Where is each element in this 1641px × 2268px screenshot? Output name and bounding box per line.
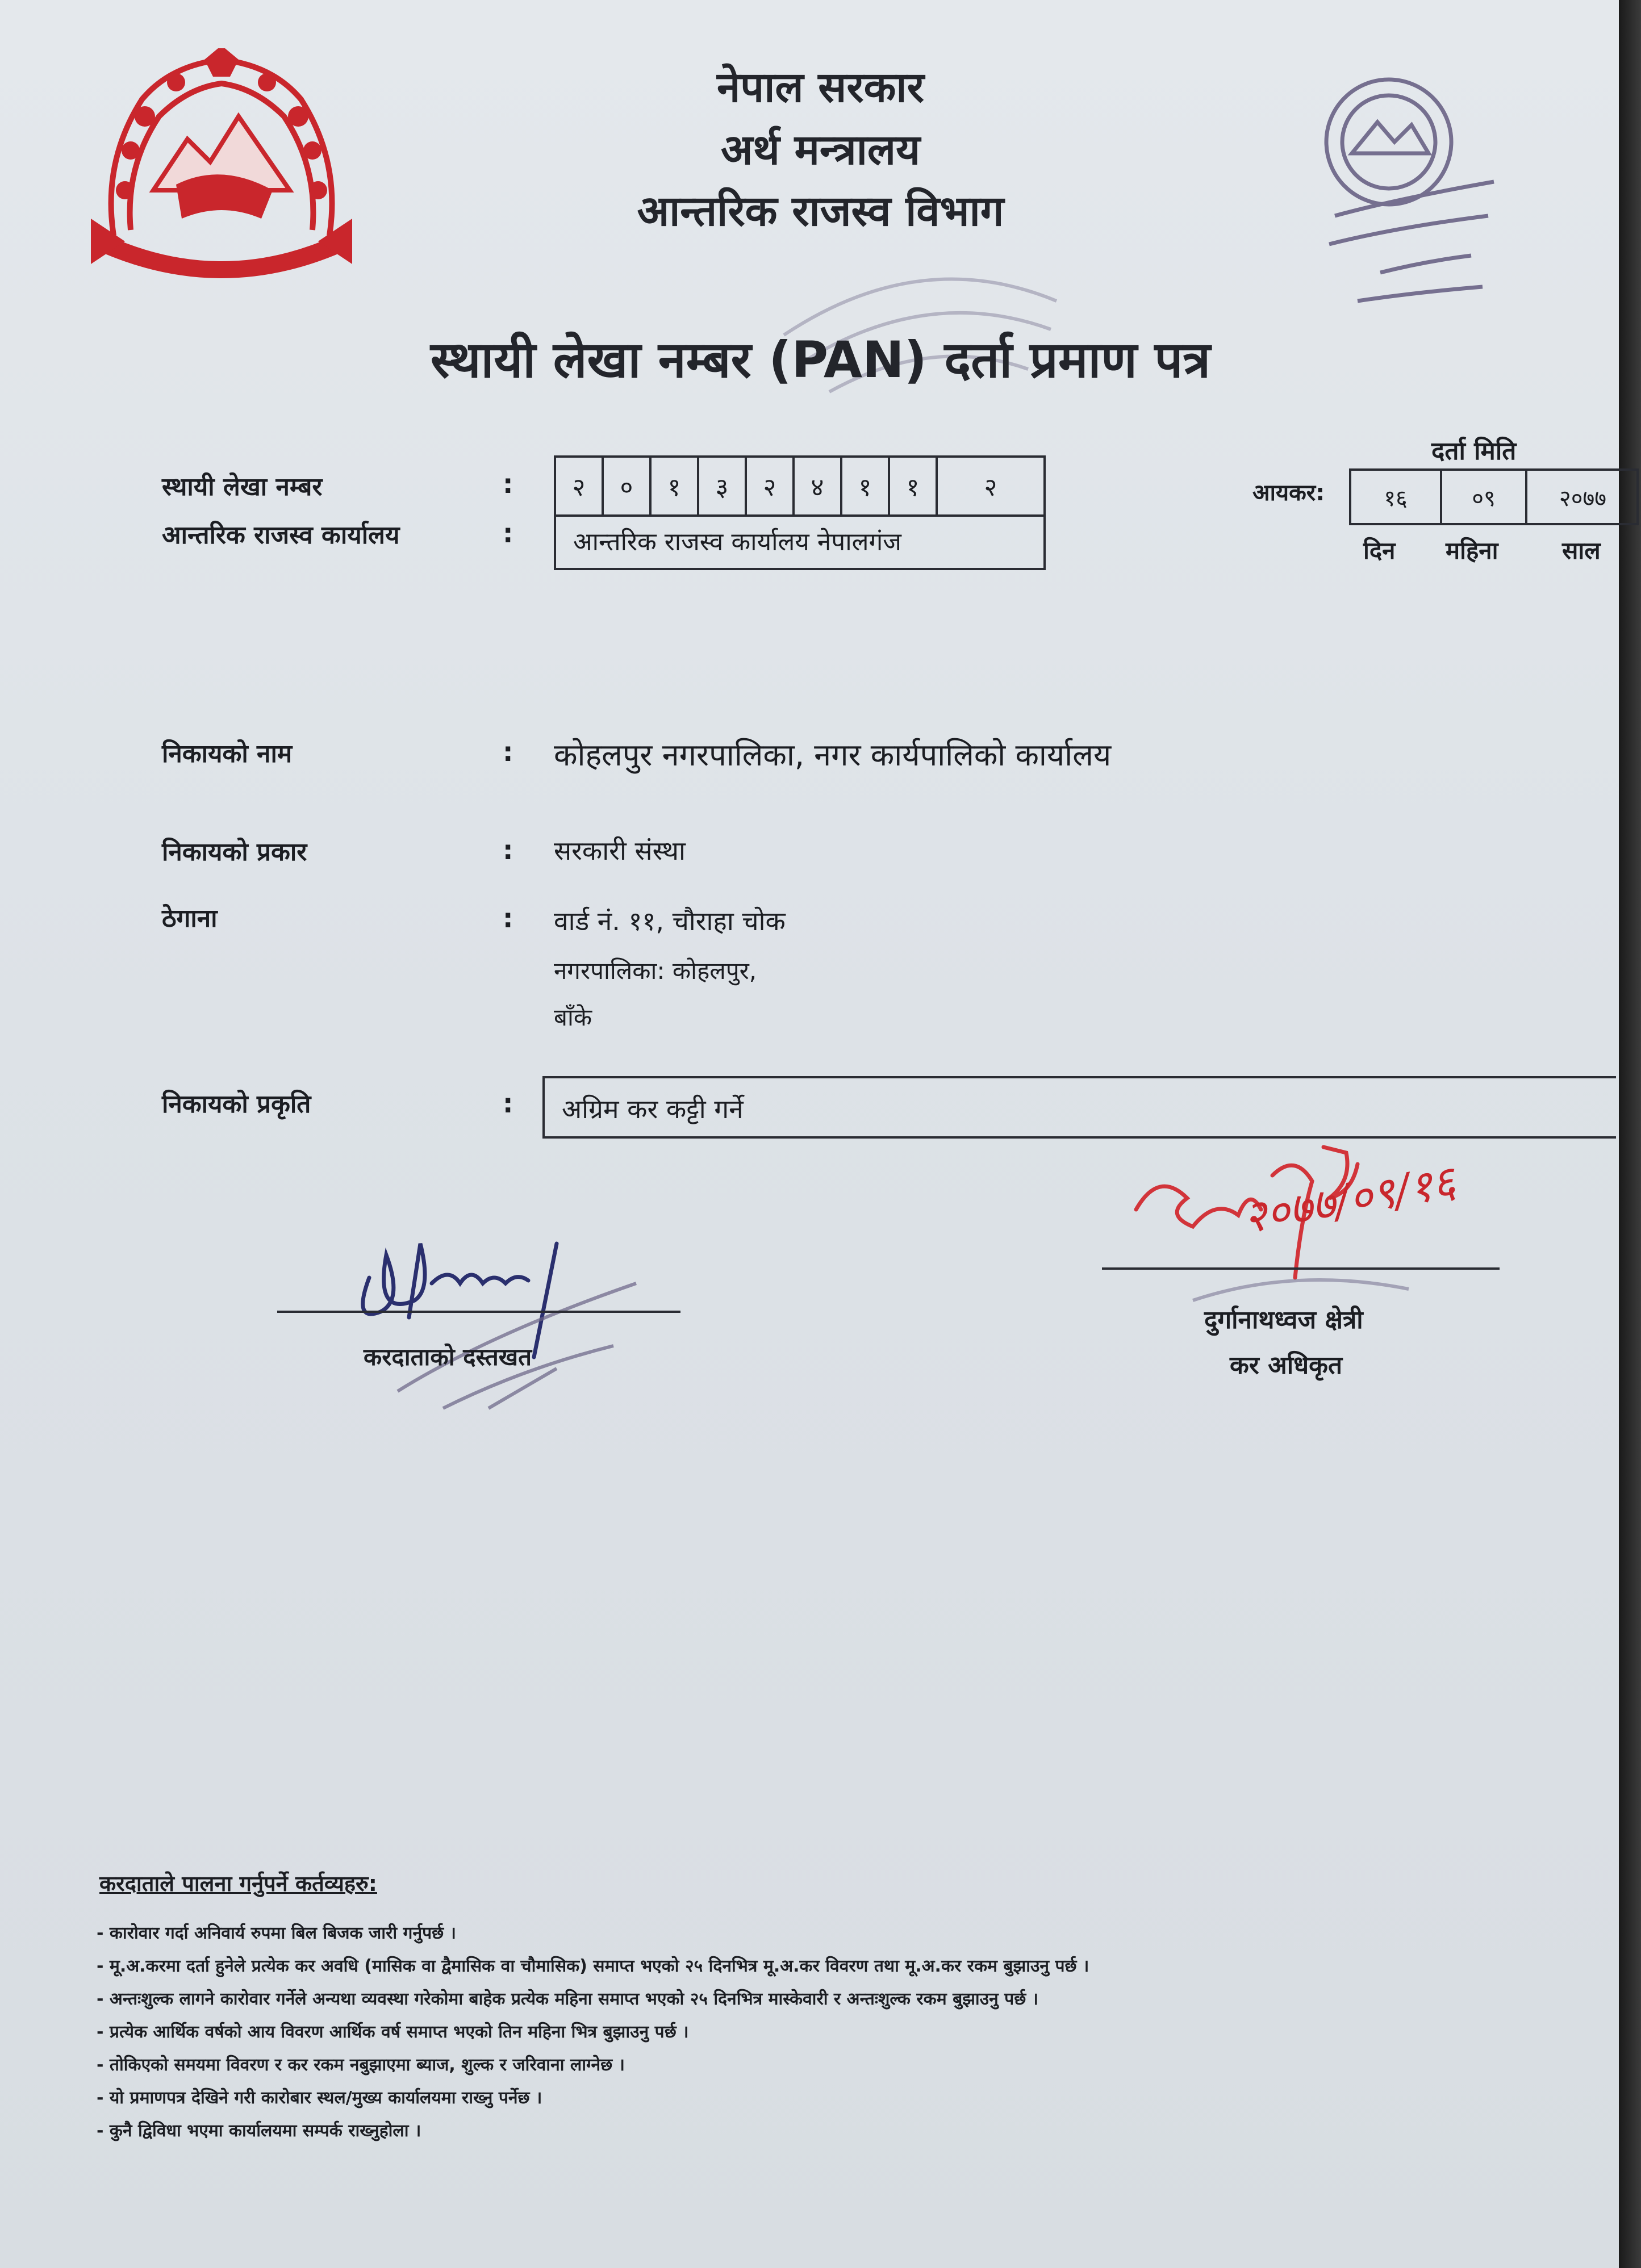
handwritten-date: २०७७/०९/१६ bbox=[1239, 1156, 1460, 1244]
entity-nature-label: निकायको प्रकृति bbox=[162, 1090, 311, 1119]
duty-item: - अन्तःशुल्क लागने कारोवार गर्नेले अन्यथा व्यवस्था गरेकोमा बाहेक प्रत्येक महिना समाप्त भएको २५ दिनभित्र मास्केवारी र अन्तःशुल्क रकम बुझाउनु पर्छ । bbox=[97, 1989, 1039, 2009]
year-label: साल bbox=[1562, 537, 1601, 564]
office-colon: : bbox=[503, 518, 513, 549]
pan-digits-row bbox=[556, 458, 1043, 517]
taxpayer-signature-caption: करदाताको दस्तखत bbox=[364, 1343, 532, 1371]
pan-digit: ३ bbox=[699, 458, 747, 514]
pan-digit: २ bbox=[984, 473, 997, 502]
officer-title: कर अधिकृत bbox=[1230, 1351, 1343, 1380]
entity-nature-value: अग्रिम कर कट्टी गर्ने bbox=[562, 1094, 744, 1124]
address-line-1: वार्ड नं. ११, चौराहा चोक bbox=[554, 906, 786, 936]
date-day: १६ bbox=[1351, 471, 1442, 523]
govt-name: नेपाल सरकार bbox=[717, 63, 924, 112]
entity-type-colon: : bbox=[503, 835, 513, 865]
address-line-2: नगरपालिका: कोहलपुर, bbox=[554, 957, 757, 985]
pan-box bbox=[554, 455, 1046, 570]
month-label: महिना bbox=[1446, 537, 1498, 564]
officer-name: दुर्गानाथध्वज क्षेत्री bbox=[1204, 1305, 1363, 1334]
pan-digit: २ bbox=[556, 458, 604, 514]
registration-date-heading: दर्ता मिति bbox=[1431, 437, 1517, 466]
entity-name-colon: : bbox=[503, 737, 513, 767]
taxpayer-signature-line bbox=[277, 1311, 680, 1313]
address-line-3: बाँके bbox=[554, 1003, 592, 1031]
entity-type-label: निकायको प्रकार bbox=[162, 838, 307, 867]
pan-digit: ४ bbox=[795, 458, 842, 514]
duties-title: करदाताले पालना गर्नुपर्ने कर्तव्यहरु: bbox=[99, 1871, 377, 1896]
entity-nature-box bbox=[542, 1076, 1616, 1139]
duty-item: - कुनै द्विविधा भएमा कार्यालयमा सम्पर्क राख्नुहोला । bbox=[97, 2121, 421, 2141]
ministry-name: अर्थ मन्त्रालय bbox=[721, 125, 920, 174]
taxpayer-signature bbox=[318, 1221, 670, 1414]
income-tax-label: आयकर: bbox=[1252, 480, 1325, 506]
department-name: आन्तरिक राजस्व विभाग bbox=[637, 187, 1004, 236]
entity-type-value: सरकारी संस्था bbox=[554, 835, 686, 866]
pan-digit: १ bbox=[652, 458, 699, 514]
registration-date-box bbox=[1349, 468, 1639, 525]
entity-name-value: कोहलपुर नगरपालिका, नगर कार्यपालिको कार्यालय bbox=[554, 737, 1112, 773]
address-colon: : bbox=[503, 903, 513, 934]
office-value: आन्तरिक राजस्व कार्यालय नेपालगंज bbox=[573, 528, 901, 556]
address-label: ठेगाना bbox=[162, 904, 218, 933]
entity-nature-colon: : bbox=[503, 1088, 513, 1119]
certificate-title: स्थायी लेखा नम्बर (PAN) दर्ता प्रमाण पत्र bbox=[430, 330, 1211, 389]
duty-item: - यो प्रमाणपत्र देखिने गरी कारोबार स्थल/मुख्य कार्यालयमा राख्नु पर्नेछ । bbox=[97, 2088, 542, 2108]
duty-item: - मू.अ.करमा दर्ता हुनेले प्रत्येक कर अवधि (मासिक वा द्वैमासिक वा चौमासिक) समाप्त भएको २५ दिनभित्र मू.अ.कर विवरण तथा मू.अ.कर रकम बुझाउनु पर्छ । bbox=[97, 1956, 1089, 1976]
office-label: आन्तरिक राजस्व कार्यालय bbox=[162, 521, 400, 550]
entity-name-label: निकायको नाम bbox=[162, 739, 293, 768]
pan-colon: : bbox=[503, 468, 513, 499]
duty-item: - प्रत्येक आर्थिक वर्षको आय विवरण आर्थिक वर्ष समाप्त भएको तिन महिना भित्र बुझाउनु पर्छ । bbox=[97, 2022, 689, 2042]
pan-digit: १ bbox=[890, 458, 938, 514]
duty-item: - तोकिएको समयमा विवरण र कर रकम नबुझाएमा ब्याज, शुल्क र जरिवाना लाग्नेछ । bbox=[97, 2055, 625, 2075]
pan-digit: ० bbox=[604, 458, 652, 514]
date-month: ०९ bbox=[1442, 471, 1527, 523]
pan-digit: २ bbox=[747, 458, 795, 514]
duty-item: - कारोवार गर्दा अनिवार्य रुपमा बिल बिजक जारी गर्नुपर्छ । bbox=[97, 1923, 456, 1943]
officer-signature-line bbox=[1102, 1267, 1500, 1270]
pan-label: स्थायी लेखा नम्बर bbox=[162, 472, 323, 501]
pan-digit: १ bbox=[842, 458, 890, 514]
date-year: २०७७ bbox=[1559, 485, 1607, 512]
day-label: दिन bbox=[1363, 537, 1396, 564]
